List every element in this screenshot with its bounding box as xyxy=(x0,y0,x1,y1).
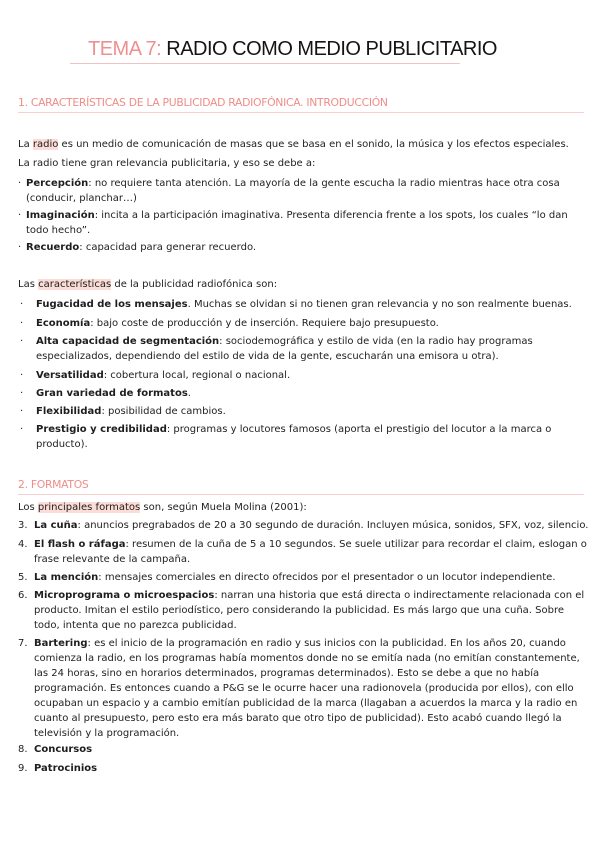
format-item: 8. Concursos xyxy=(18,744,93,755)
characteristic-item: · Flexibilidad: posibilidad de cambios. xyxy=(20,406,226,417)
section1-heading: 1. CARACTERÍSTICAS DE LA PUBLICIDAD RADIOFÓNICA. INTRODUCCIÓN xyxy=(18,96,388,109)
format-item: 6. Microprograma o microespacios: narran una historia que está directa o indirectamente relacionada con el producto. Imitan el estilo periodístico, pero considerando la publicidad. Es más largo que una cuña. Sobre todo, intenta que no parezca publicidad. xyxy=(18,590,585,631)
characteristic-item: · Versatilidad: cobertura local, regional o nacional. xyxy=(20,370,291,381)
title-number: TEMA 7: xyxy=(88,38,162,60)
reason-item: · Recuerdo: capacidad para generar recuerdo. xyxy=(18,242,257,253)
characteristic-item: · Gran variedad de formatos. xyxy=(20,388,191,399)
section1-line2: La radio tiene gran relevancia publicitaria, y eso se debe a: xyxy=(18,158,316,169)
page-title xyxy=(88,38,497,61)
title-underline xyxy=(70,63,460,64)
section2-heading: 2. FORMATOS xyxy=(18,478,89,491)
section2-rule xyxy=(18,494,584,495)
characteristic-item: · Fugacidad de los mensajes. Muchas se olvidan si no tienen gran relevancia y no son realmente buenas. xyxy=(20,299,572,310)
characteristic-item: · Economía: bajo coste de producción y de inserción. Requiere bajo presupuesto. xyxy=(20,318,439,329)
section1-rule xyxy=(18,112,584,113)
format-item: 5. La mención: mensajes comerciales en directo ofrecidos por el presentador o un locutor independiente. xyxy=(18,572,556,583)
formats-intro: Los principales formatos son, según Muela Molina (2001): xyxy=(18,502,307,513)
format-item: 9. Patrocinios xyxy=(18,763,98,774)
format-item: 3. La cuña: anuncios pregrabados de 20 a 30 segundo de duración. Incluyen música, sonidos, SFX, voz, silencio. xyxy=(18,520,589,531)
characteristic-item: · Prestigio y credibilidad: programas y locutores famosos (aporta el prestigio del locutor a la marca o producto). xyxy=(20,424,552,450)
format-item: 7. Bartering: es el inicio de la programación en radio y sus inicios con la publicidad. En los años 20, cuando comienza la radio, en los programas había momentos donde no se emitía nada (no emitían constantemente, las 24 horas, sino en horarios determinados, programas determinados). Esto se debe a que no había programación. Es entonces cuando a P&G se le ocurre hacer una radionovela (producida por ellos), con ello ocupaban un espacio y a cambio emitían publicidad de la marca (llagaban a acuerdos la marca y la radio en cuanto al presupuesto, pero esto era más barato que otro tipo de publicidad). Esto acabó cuando llegó la televisión y la programación. xyxy=(18,638,580,739)
characteristic-item: · Alta capacidad de segmentación: sociodemográfica y estilo de vida (en la radio hay programas especializados, dependiendo del estilo de vida de la gente, escucharán una emisora u otra). xyxy=(20,336,533,362)
reason-item: · Percepción: no requiere tanta atención. La mayoría de la gente escucha la radio mientras hace otra cosa (conducir, planchar…) xyxy=(18,178,560,204)
format-item: 4. El flash o ráfaga: resumen de la cuña de 5 a 10 segundos. Se suele utilizar para recordar el claim, eslogan o frase relevante de la campaña. xyxy=(18,539,587,565)
characteristics-intro: Las características de la publicidad radiofónica son: xyxy=(18,279,278,290)
reason-item: · Imaginación: incita a la participación imaginativa. Presenta diferencia frente a los spots, los cuales “lo dan todo hecho”. xyxy=(18,210,568,236)
title-text: RADIO COMO MEDIO PUBLICITARIO xyxy=(166,38,497,60)
section1-intro: La radio es un medio de comunicación de masas que se basa en el sonido, la música y los efectos especiales. xyxy=(18,139,569,150)
